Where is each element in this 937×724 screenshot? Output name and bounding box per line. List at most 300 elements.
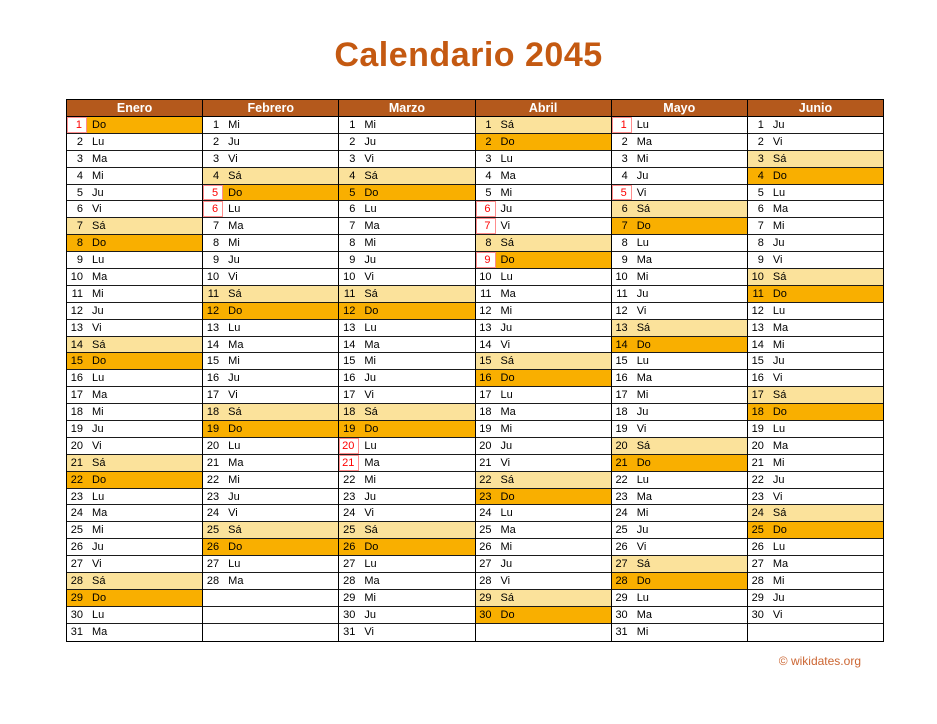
- weekday-abbreviation: Do: [500, 608, 515, 621]
- day-row: [612, 185, 747, 202]
- day-row: [476, 573, 611, 590]
- day-number: 14: [615, 338, 628, 351]
- weekday-abbreviation: Ma: [92, 389, 108, 402]
- day-row: [748, 185, 883, 202]
- day-row: [203, 320, 338, 337]
- day-number: 29: [479, 591, 492, 604]
- weekday-abbreviation: Ju: [364, 608, 376, 621]
- day-row: [612, 624, 747, 641]
- holiday-day-number: 21: [339, 455, 359, 471]
- day-number: 20: [206, 439, 220, 452]
- day-number: 27: [751, 558, 764, 571]
- day-row: [339, 489, 474, 506]
- weekday-abbreviation: Mi: [772, 574, 785, 587]
- weekday-abbreviation: Lu: [772, 422, 786, 435]
- month-days-enero: [67, 117, 202, 641]
- day-number: 25: [206, 524, 220, 537]
- day-number: 18: [751, 406, 764, 419]
- weekday-abbreviation: Mi: [500, 422, 513, 435]
- weekday-abbreviation: Ju: [500, 321, 513, 334]
- day-number: 16: [343, 372, 356, 385]
- day-number: 5: [349, 186, 356, 199]
- weekday-abbreviation: Do: [228, 422, 243, 435]
- weekday-abbreviation: Ju: [636, 524, 649, 537]
- day-number: 23: [615, 490, 628, 503]
- day-row: [67, 522, 202, 539]
- weekday-abbreviation: Vi: [500, 456, 511, 469]
- day-number: 5: [485, 186, 492, 199]
- weekday-abbreviation: Lu: [772, 186, 786, 199]
- day-row: [203, 286, 338, 303]
- day-number: 14: [343, 338, 356, 351]
- weekday-abbreviation: Vi: [636, 422, 647, 435]
- day-number: 4: [76, 169, 83, 182]
- day-number: 11: [752, 287, 764, 300]
- weekday-abbreviation: Vi: [228, 152, 238, 165]
- day-row: [203, 134, 338, 151]
- day-number: 5: [757, 186, 764, 199]
- weekday-abbreviation: Ju: [500, 203, 513, 216]
- day-number: 15: [615, 355, 628, 368]
- day-number: 1: [757, 118, 764, 131]
- day-number: 16: [751, 372, 764, 385]
- weekday-abbreviation: Mi: [92, 406, 104, 419]
- day-number: 4: [757, 169, 764, 182]
- weekday-abbreviation: Mi: [364, 355, 376, 368]
- day-number: 18: [479, 406, 492, 419]
- day-number: 25: [751, 524, 764, 537]
- day-number: 2: [485, 135, 492, 148]
- day-number: 13: [343, 321, 356, 334]
- weekday-abbreviation: Sá: [636, 439, 651, 452]
- weekday-abbreviation: Ju: [772, 118, 785, 131]
- weekday-abbreviation: Sá: [228, 406, 242, 419]
- day-number: 20: [70, 439, 83, 452]
- day-row: [67, 387, 202, 404]
- empty-day-row: [203, 607, 338, 624]
- holiday-day-number: 9: [476, 252, 496, 268]
- weekday-abbreviation: Ju: [636, 287, 649, 300]
- weekday-abbreviation: Sá: [364, 406, 378, 419]
- day-number: 9: [349, 254, 356, 267]
- day-row: [612, 505, 747, 522]
- day-number: 28: [343, 574, 356, 587]
- weekday-abbreviation: Do: [636, 338, 651, 351]
- day-number: 11: [71, 287, 83, 300]
- weekday-abbreviation: Mi: [228, 118, 240, 131]
- day-number: 14: [70, 338, 83, 351]
- weekday-abbreviation: Mi: [500, 186, 513, 199]
- day-row: [203, 117, 338, 134]
- weekday-abbreviation: Do: [636, 220, 651, 233]
- day-number: 13: [70, 321, 83, 334]
- weekday-abbreviation: Do: [92, 473, 107, 486]
- day-number: 25: [70, 524, 83, 537]
- day-row: [748, 590, 883, 607]
- weekday-abbreviation: Ju: [772, 355, 785, 368]
- day-row: [339, 404, 474, 421]
- month-column-mayo: [611, 100, 747, 641]
- day-number: 21: [615, 456, 628, 469]
- weekday-abbreviation: Ju: [500, 558, 513, 571]
- weekday-abbreviation: Do: [500, 372, 515, 385]
- day-number: 31: [615, 626, 628, 639]
- weekday-abbreviation: Mi: [364, 237, 376, 250]
- weekday-abbreviation: Ma: [500, 169, 516, 182]
- day-row: [203, 370, 338, 387]
- weekday-abbreviation: Lu: [364, 321, 377, 334]
- month-days-febrero: [203, 117, 338, 641]
- day-row: [748, 421, 883, 438]
- weekday-abbreviation: Do: [364, 422, 379, 435]
- weekday-abbreviation: Ju: [92, 422, 104, 435]
- day-number: 8: [349, 237, 356, 250]
- weekday-abbreviation: Mi: [228, 473, 240, 486]
- weekday-abbreviation: Sá: [364, 169, 378, 182]
- weekday-abbreviation: Sá: [772, 389, 787, 402]
- day-row: [612, 539, 747, 556]
- day-number: 19: [343, 422, 356, 435]
- day-row: [339, 353, 474, 370]
- day-row: [748, 438, 883, 455]
- weekday-abbreviation: Lu: [228, 558, 241, 571]
- day-number: 15: [343, 355, 356, 368]
- weekday-abbreviation: Sá: [500, 237, 514, 250]
- day-number: 26: [751, 541, 764, 554]
- day-number: 10: [615, 270, 628, 283]
- day-number: 27: [70, 558, 83, 571]
- day-number: 11: [343, 287, 356, 300]
- day-number: 29: [751, 591, 764, 604]
- day-row: [476, 320, 611, 337]
- day-number: 10: [343, 270, 356, 283]
- day-row: [339, 539, 474, 556]
- weekday-abbreviation: Ma: [636, 254, 652, 267]
- day-row: [612, 607, 747, 624]
- day-number: 16: [70, 372, 83, 385]
- weekday-abbreviation: Lu: [636, 591, 649, 604]
- day-row: [748, 522, 883, 539]
- day-row: [612, 387, 747, 404]
- day-number: 11: [480, 287, 492, 300]
- day-row: [748, 370, 883, 387]
- weekday-abbreviation: Lu: [636, 237, 649, 250]
- day-number: 6: [757, 203, 764, 216]
- day-row: [748, 489, 883, 506]
- weekday-abbreviation: Lu: [636, 355, 649, 368]
- day-row: [67, 252, 202, 269]
- day-row: [339, 218, 474, 235]
- day-row: [476, 168, 611, 185]
- day-number: 17: [751, 389, 764, 402]
- day-number: 20: [479, 439, 492, 452]
- weekday-abbreviation: Do: [500, 254, 515, 267]
- day-row: [203, 573, 338, 590]
- day-number: 3: [76, 152, 83, 165]
- weekday-abbreviation: Lu: [636, 473, 649, 486]
- day-number: 7: [213, 220, 220, 233]
- day-row: [612, 556, 747, 573]
- day-number: 21: [479, 456, 492, 469]
- weekday-abbreviation: Lu: [228, 321, 241, 334]
- day-row: [748, 303, 883, 320]
- day-number: 13: [206, 321, 220, 334]
- day-number: 12: [206, 304, 220, 317]
- day-number: 22: [70, 473, 83, 486]
- day-row: [748, 404, 883, 421]
- copyright-link[interactable]: © wikidates.org: [778, 654, 861, 668]
- weekday-abbreviation: Do: [364, 541, 379, 554]
- month-column-febrero: [202, 100, 338, 641]
- day-number: 22: [206, 473, 220, 486]
- weekday-abbreviation: Mi: [772, 456, 785, 469]
- day-row: [476, 489, 611, 506]
- month-column-abril: [475, 100, 611, 641]
- day-row: [748, 235, 883, 252]
- day-row: [67, 353, 202, 370]
- day-row: [203, 539, 338, 556]
- day-row: [339, 320, 474, 337]
- day-number: 8: [485, 237, 492, 250]
- day-number: 15: [206, 355, 220, 368]
- day-number: 23: [70, 490, 83, 503]
- month-days-mayo: [612, 117, 747, 641]
- day-number: 1: [349, 118, 356, 131]
- day-row: [748, 556, 883, 573]
- empty-day-row: [748, 624, 883, 641]
- day-number: 29: [343, 591, 356, 604]
- day-row: [203, 185, 338, 202]
- weekday-abbreviation: Vi: [772, 254, 783, 267]
- day-row: [67, 303, 202, 320]
- day-row: [612, 134, 747, 151]
- day-number: 7: [76, 220, 83, 233]
- weekday-abbreviation: Lu: [636, 118, 649, 131]
- day-row: [612, 337, 747, 354]
- day-row: [203, 421, 338, 438]
- day-number: 21: [70, 456, 83, 469]
- day-row: [339, 337, 474, 354]
- weekday-abbreviation: Do: [772, 524, 787, 537]
- day-number: 15: [479, 355, 492, 368]
- day-number: 13: [751, 321, 764, 334]
- holiday-day-number: 1: [67, 117, 87, 133]
- day-row: [612, 151, 747, 168]
- day-row: [67, 489, 202, 506]
- day-row: [203, 455, 338, 472]
- day-row: [476, 269, 611, 286]
- day-number: 7: [621, 220, 628, 233]
- month-column-marzo: [338, 100, 474, 641]
- day-row: [476, 201, 611, 218]
- day-number: 30: [70, 608, 83, 621]
- weekday-abbreviation: Vi: [636, 541, 647, 554]
- day-number: 12: [615, 304, 628, 317]
- day-row: [67, 151, 202, 168]
- weekday-abbreviation: Mi: [92, 287, 104, 300]
- weekday-abbreviation: Lu: [772, 304, 786, 317]
- day-row: [203, 556, 338, 573]
- day-number: 20: [751, 439, 764, 452]
- holiday-day-number: 20: [339, 438, 359, 454]
- day-number: 23: [751, 490, 764, 503]
- weekday-abbreviation: Do: [364, 304, 379, 317]
- day-number: 12: [70, 304, 83, 317]
- page-title: Calendario 2045: [334, 36, 603, 74]
- day-number: 22: [751, 473, 764, 486]
- weekday-abbreviation: Lu: [364, 203, 377, 216]
- day-row: [339, 151, 474, 168]
- day-row: [612, 489, 747, 506]
- weekday-abbreviation: Do: [364, 186, 379, 199]
- day-row: [476, 590, 611, 607]
- day-number: 28: [206, 574, 220, 587]
- day-row: [203, 353, 338, 370]
- day-row: [339, 573, 474, 590]
- weekday-abbreviation: Ju: [772, 237, 785, 250]
- day-row: [748, 168, 883, 185]
- weekday-abbreviation: Ju: [92, 186, 104, 199]
- day-row: [748, 337, 883, 354]
- weekday-abbreviation: Lu: [92, 254, 105, 267]
- day-row: [339, 455, 474, 472]
- weekday-abbreviation: Ma: [364, 338, 380, 351]
- day-number: 27: [343, 558, 356, 571]
- weekday-abbreviation: Do: [228, 186, 243, 199]
- day-row: [476, 472, 611, 489]
- weekday-abbreviation: Sá: [636, 558, 651, 571]
- month-days-marzo: [339, 117, 474, 641]
- month-header-mayo: Mayo: [612, 100, 747, 117]
- weekday-abbreviation: Ma: [92, 152, 108, 165]
- weekday-abbreviation: Ma: [228, 220, 244, 233]
- day-row: [67, 286, 202, 303]
- weekday-abbreviation: Ju: [772, 591, 785, 604]
- day-number: 1: [213, 118, 220, 131]
- weekday-abbreviation: Do: [92, 591, 107, 604]
- day-row: [203, 235, 338, 252]
- weekday-abbreviation: Sá: [500, 355, 514, 368]
- weekday-abbreviation: Do: [636, 574, 651, 587]
- day-number: 19: [751, 422, 764, 435]
- weekday-abbreviation: Sá: [228, 287, 242, 300]
- weekday-abbreviation: Lu: [92, 608, 105, 621]
- day-row: [748, 117, 883, 134]
- weekday-abbreviation: Lu: [92, 372, 105, 385]
- day-number: 31: [70, 626, 83, 639]
- day-row: [339, 303, 474, 320]
- weekday-abbreviation: Do: [636, 456, 651, 469]
- weekday-abbreviation: Mi: [364, 118, 376, 131]
- day-number: 2: [757, 135, 764, 148]
- weekday-abbreviation: Sá: [364, 287, 378, 300]
- day-row: [476, 134, 611, 151]
- day-number: 14: [206, 338, 220, 351]
- empty-day-row: [476, 624, 611, 641]
- weekday-abbreviation: Mi: [636, 626, 649, 639]
- day-row: [612, 573, 747, 590]
- day-row: [476, 286, 611, 303]
- weekday-abbreviation: Vi: [92, 203, 102, 216]
- day-number: 18: [343, 406, 356, 419]
- day-row: [67, 134, 202, 151]
- day-number: 19: [615, 422, 628, 435]
- day-number: 22: [479, 473, 492, 486]
- day-row: [203, 404, 338, 421]
- weekday-abbreviation: Vi: [228, 507, 238, 520]
- weekday-abbreviation: Mi: [636, 270, 649, 283]
- day-row: [476, 353, 611, 370]
- day-number: 10: [751, 270, 764, 283]
- weekday-abbreviation: Ju: [772, 473, 785, 486]
- day-number: 26: [70, 541, 83, 554]
- weekday-abbreviation: Ju: [364, 490, 376, 503]
- month-header-abril: Abril: [476, 100, 611, 117]
- day-number: 24: [615, 507, 628, 520]
- month-header-febrero: Febrero: [203, 100, 338, 117]
- day-number: 31: [343, 626, 356, 639]
- day-row: [748, 539, 883, 556]
- weekday-abbreviation: Mi: [500, 304, 513, 317]
- weekday-abbreviation: Sá: [636, 203, 651, 216]
- weekday-abbreviation: Vi: [228, 270, 238, 283]
- day-row: [748, 218, 883, 235]
- day-row: [203, 438, 338, 455]
- weekday-abbreviation: Do: [500, 135, 515, 148]
- day-row: [476, 370, 611, 387]
- month-days-abril: [476, 117, 611, 641]
- day-row: [476, 387, 611, 404]
- weekday-abbreviation: Vi: [92, 439, 102, 452]
- weekday-abbreviation: Mi: [636, 152, 649, 165]
- day-number: 25: [615, 524, 628, 537]
- day-number: 3: [485, 152, 492, 165]
- day-number: 28: [751, 574, 764, 587]
- day-row: [476, 252, 611, 269]
- calendar-grid: [66, 99, 884, 642]
- weekday-abbreviation: Mi: [364, 473, 376, 486]
- day-row: [748, 286, 883, 303]
- day-number: 12: [343, 304, 356, 317]
- weekday-abbreviation: Vi: [364, 270, 374, 283]
- day-row: [612, 522, 747, 539]
- day-row: [67, 539, 202, 556]
- weekday-abbreviation: Vi: [500, 574, 511, 587]
- day-number: 13: [615, 321, 628, 334]
- weekday-abbreviation: Vi: [636, 304, 647, 317]
- day-number: 2: [621, 135, 628, 148]
- day-row: [67, 218, 202, 235]
- day-row: [203, 168, 338, 185]
- day-row: [339, 235, 474, 252]
- holiday-day-number: 1: [612, 117, 632, 133]
- day-row: [748, 455, 883, 472]
- weekday-abbreviation: Ju: [92, 541, 104, 554]
- day-row: [67, 235, 202, 252]
- weekday-abbreviation: Sá: [636, 321, 651, 334]
- day-row: [203, 218, 338, 235]
- weekday-abbreviation: Ma: [500, 406, 516, 419]
- day-row: [67, 590, 202, 607]
- day-number: 28: [70, 574, 83, 587]
- day-row: [67, 607, 202, 624]
- day-number: 11: [616, 287, 628, 300]
- weekday-abbreviation: Ju: [364, 372, 376, 385]
- day-row: [612, 117, 747, 134]
- weekday-abbreviation: Ma: [228, 338, 244, 351]
- weekday-abbreviation: Ma: [92, 626, 108, 639]
- day-row: [339, 590, 474, 607]
